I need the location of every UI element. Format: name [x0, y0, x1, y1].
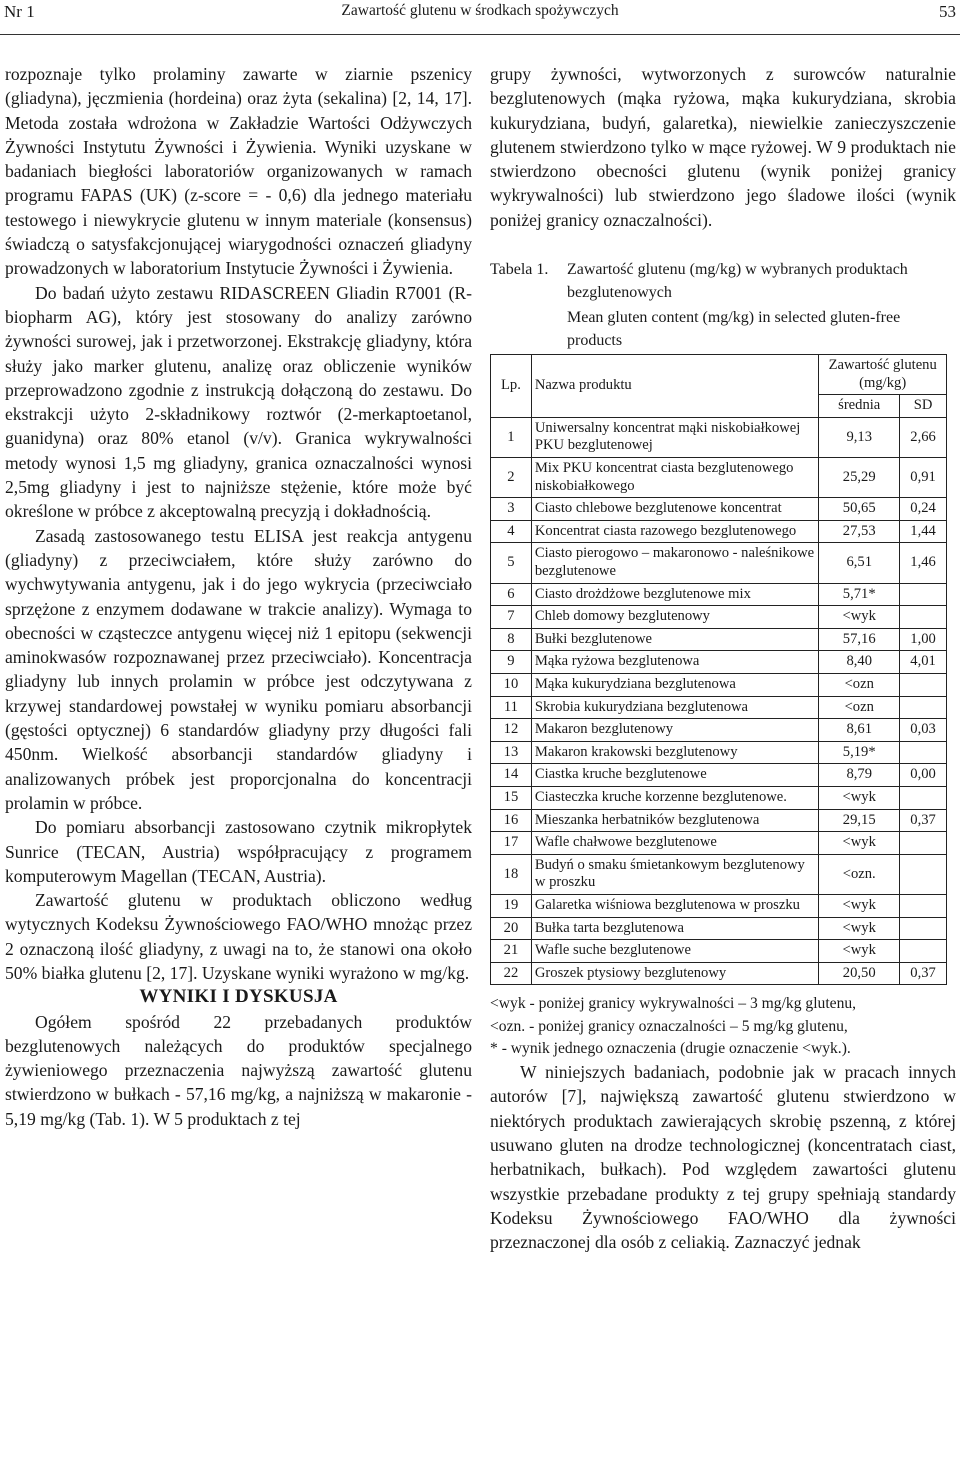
cell-lp: 17: [491, 832, 532, 855]
table-row: [491, 832, 947, 855]
cell-name: Mieszanka herbatników bezglutenowa: [531, 809, 818, 832]
cell-avg: 8,61: [819, 719, 900, 742]
cell-avg: 57,16: [819, 628, 900, 651]
table-caption: [490, 258, 956, 352]
cell-name: Galaretka wiśniowa bezglutenowa w proszku: [531, 894, 818, 917]
table-row: [491, 417, 947, 457]
cell-avg: <ozn: [819, 696, 900, 719]
table-note: <wyk - poniżej granicy wykrywalności – 3 mg/kg glutenu,: [490, 995, 857, 1013]
cell-name: Wafle chałwowe bezglutenowe: [531, 832, 818, 855]
cell-avg: <wyk: [819, 606, 900, 629]
cell-lp: 9: [491, 651, 532, 674]
col-header-lp: Lp.: [491, 355, 532, 418]
table-header-row: [491, 355, 947, 395]
cell-sd: [900, 917, 947, 940]
cell-lp: 4: [491, 520, 532, 543]
body-paragraph: Do pomiaru absorbancji zastosowano czytnik mikropłytek Sunrice (TECAN, Austria) współpracujący z programem komputerowym Magellan (TECAN, Austria).: [5, 817, 472, 886]
cell-avg: <wyk: [819, 894, 900, 917]
table-row: [491, 606, 947, 629]
cell-lp: 7: [491, 606, 532, 629]
body-paragraph: W niniejszych badaniach, podobnie jak w pracach innych autorów [7], największą zawartość glutenu stwierdzono w niektórych produktach zawierających skrobię pszenną, z której usuwano gluten na drodze technologicznej (koncentratach ciast, herbatnikach, bułkach). Pod względem zawartości glutenu wszystkie przebadane produkty z tej grupy spełniają standardy Kodeksu Żywnościowego FAO/WHO dla żywności przeznaczonej dla osób z celiakią. Zaznaczyć jednak: [490, 1062, 956, 1253]
cell-avg: 6,51: [819, 543, 900, 583]
cell-name: Groszek ptysiowy bezglutenowy: [531, 962, 818, 985]
body-paragraph: Zawartość glutenu w produktach obliczono według wytycznych Kodeksu Żywnościowego FAO/WHO mnożąc przez 2 oznaczoną ilość gliadyny, z uwagi na to, że stanowi ona około 50% białka glutenu [2, 17]. Uzyskane wyniki wyrażono w mg/kg.: [5, 890, 472, 983]
table-row: [491, 854, 947, 894]
cell-name: Koncentrat ciasta razowego bezglutenowego: [531, 520, 818, 543]
table-row: [491, 543, 947, 583]
table-note: <ozn. - poniżej granicy oznaczalności – 5 mg/kg glutenu,: [490, 1017, 848, 1035]
cell-lp: 8: [491, 628, 532, 651]
cell-sd: [900, 940, 947, 963]
cell-lp: 2: [491, 458, 532, 498]
table-row: [491, 583, 947, 606]
cell-sd: [900, 854, 947, 894]
gluten-content-table: [490, 354, 947, 985]
cell-name: Makaron bezglutenowy: [531, 719, 818, 742]
cell-sd: [900, 673, 947, 696]
table-row: [491, 962, 947, 985]
cell-lp: 3: [491, 498, 532, 521]
section-title: WYNIKI I DYSKUSJA: [139, 986, 338, 1008]
cell-sd: 0,03: [900, 719, 947, 742]
cell-avg: <wyk: [819, 786, 900, 809]
cell-avg: 5,71*: [819, 583, 900, 606]
table-row: [491, 809, 947, 832]
cell-avg: 5,19*: [819, 741, 900, 764]
cell-sd: [900, 786, 947, 809]
cell-avg: <ozn.: [819, 854, 900, 894]
table-row: [491, 520, 947, 543]
body-paragraph: Zasadą zastosowanego testu ELISA jest reakcja antygenu (gliadyny) z przeciwciałem, które służy zarówno do wychwytywania antygenu, jak i do jego wykrycia (przeciwciało sprzężone z enzymem dodawane w trakcie analizy). Wymaga to obecności w cząsteczce antygenu więcej niż 1 epitopu (sekwencji aminokwasów rozpoznawanej przez przeciwciało). Koncentracja gliadyny lub innych prolamin w próbce jest odczytywana z krzywej standardowej powstałej w wyniku pomiaru absorbancji (gęstości optycznej) 6 standardów gliadyny przy długości fali 450nm. Wielkość absorbancji standardów gliadyny i analizowanych próbek jest proporcjonalna do koncentracji prolamin w próbce.: [5, 525, 472, 813]
table-row: [491, 917, 947, 940]
cell-sd: 0,00: [900, 764, 947, 787]
cell-name: Ciasto pierogowo – makaronowo - naleśnikowe bezglutenowe: [531, 543, 818, 583]
cell-name: Wafle suche bezglutenowe: [531, 940, 818, 963]
cell-lp: 15: [491, 786, 532, 809]
table-caption-label: Tabela 1.: [490, 261, 549, 279]
col-header-name: Nazwa produktu: [531, 355, 818, 418]
cell-sd: 0,91: [900, 458, 947, 498]
cell-lp: 16: [491, 809, 532, 832]
cell-lp: 6: [491, 583, 532, 606]
cell-sd: [900, 583, 947, 606]
cell-name: Mąka ryżowa bezglutenowa: [531, 651, 818, 674]
cell-avg: <ozn: [819, 673, 900, 696]
cell-name: Bułki bezglutenowe: [531, 628, 818, 651]
cell-name: Mąka kukurydziana bezglutenowa: [531, 673, 818, 696]
cell-name: Skrobia kukurydziana bezglutenowa: [531, 696, 818, 719]
body-paragraph: Do badań użyto zestawu RIDASCREEN Gliadin R7001 (R-biopharm AG), który jest stosowany do analizy zarówno żywności surowej, jak i przetworzonej. Ekstrakcję gliadyny, która służy jako marker glutenu, analizę oraz obliczenie wyników przeprowadzono zgodnie z instrukcją dołączoną do zestawu. Do ekstrakcji użyto 2-składnikowy roztwór (2-merkaptoetanol, guanidyna) oraz 80% etanol (v/v). Granica wykrywalności metody wynosi 1,5 mg gliadyny, granica oznaczalności wynosi 2,5mg gliadyny i jest to najniższe stężenie, które może być określone w próbce z akceptowalną precyzją i dokładnością.: [5, 282, 472, 522]
page-number: 53: [939, 2, 956, 21]
col-header-sd: SD: [900, 395, 947, 418]
table-row: [491, 458, 947, 498]
cell-sd: [900, 696, 947, 719]
table-row: [491, 940, 947, 963]
cell-sd: 0,37: [900, 962, 947, 985]
table-caption-english: Mean gluten content (mg/kg) in selected gluten-free products: [567, 309, 901, 350]
cell-avg: <wyk: [819, 940, 900, 963]
cell-avg: 8,40: [819, 651, 900, 674]
cell-lp: 12: [491, 719, 532, 742]
cell-name: Ciasto drożdżowe bezglutenowe mix: [531, 583, 818, 606]
cell-avg: 20,50: [819, 962, 900, 985]
cell-name: Budyń o smaku śmietankowym bezglutenowy w proszku: [531, 854, 818, 894]
cell-avg: 50,65: [819, 498, 900, 521]
cell-name: Ciastka kruche bezglutenowe: [531, 764, 818, 787]
cell-name: Uniwersalny koncentrat mąki niskobiałkowej PKU bezglutenowej: [531, 417, 818, 457]
cell-sd: 1,00: [900, 628, 947, 651]
col-header-content: Zawartość glutenu (mg/kg): [819, 355, 947, 395]
cell-avg: <wyk: [819, 832, 900, 855]
table-body: [491, 417, 947, 984]
cell-lp: 11: [491, 696, 532, 719]
cell-sd: 0,24: [900, 498, 947, 521]
left-column: [5, 62, 472, 1131]
body-paragraph: Ogółem spośród 22 przebadanych produktów bezglutenowych należących do produktów specjalnego żywieniowego przeznaczenia najwyższą zawartość glutenu stwierdzono w bułkach - 57,16 mg/kg, a najniższą w makaronie - 5,19 mg/kg (Tab. 1). W 5 produktach z tej: [5, 1011, 472, 1129]
cell-sd: 2,66: [900, 417, 947, 457]
table-row: [491, 498, 947, 521]
table-row: [491, 673, 947, 696]
cell-name: Bułka tarta bezglutenowa: [531, 917, 818, 940]
cell-sd: 0,37: [900, 809, 947, 832]
body-paragraph: grupy żywności, wytworzonych z surowców naturalnie bezglutenowych (mąka ryżowa, mąka kukurydziana, skrobia kukurydziana, budyń, galaretka), niewielkie zanieczyszczenie glutenem stwierdzono tylko w mące ryżowej. W 9 produktach nie stwierdzono obecności glutenu (wynik poniżej granicy wykrywalności) lub stwierdzono jego śladowe ilości (wynik poniżej granicy oznaczalności).: [490, 64, 956, 230]
table-row: [491, 651, 947, 674]
body-paragraph: rozpoznaje tylko prolaminy zawarte w ziarnie pszenicy (gliadyna), jęczmienia (hordeina) oraz żyta (sekalina) [2, 14, 17]. Metoda została wdrożona w Zakładzie Wartości Odżywczych Żywności Instytutu Żywności i Żywienia. Wyniki uzyskane w badaniach biegłości laboratoriów organizowanych w ramach programu FAPAS (UK) (z-score = - 0,6) dla jednego materiału testowego i niewykrycie glutenu w innym materiale (konsensus) świadczą o satysfakcjonującej wiarygodności oznaczeń gliadyny prowadzonych w laboratorium Instytucie Żywności i Żywienia.: [5, 64, 472, 279]
cell-avg: 27,53: [819, 520, 900, 543]
cell-sd: [900, 894, 947, 917]
cell-lp: 21: [491, 940, 532, 963]
cell-lp: 18: [491, 854, 532, 894]
table-row: [491, 741, 947, 764]
table-row: [491, 628, 947, 651]
running-title: Zawartość glutenu w środkach spożywczych: [341, 2, 619, 19]
cell-avg: 29,15: [819, 809, 900, 832]
col-header-avg: średnia: [819, 395, 900, 418]
table-row: [491, 719, 947, 742]
cell-name: Ciasto chlebowe bezglutenowe koncentrat: [531, 498, 818, 521]
cell-lp: 1: [491, 417, 532, 457]
issue-number: Nr 1: [4, 2, 35, 21]
cell-lp: 10: [491, 673, 532, 696]
table-row: [491, 894, 947, 917]
cell-lp: 19: [491, 894, 532, 917]
cell-sd: [900, 832, 947, 855]
cell-sd: [900, 606, 947, 629]
right-column: [490, 62, 956, 1255]
table-row: [491, 764, 947, 787]
table-caption-polish: Zawartość glutenu (mg/kg) w wybranych produktach bezglutenowych: [567, 261, 908, 302]
cell-avg: 9,13: [819, 417, 900, 457]
page-header: [0, 0, 960, 34]
table-row: [491, 786, 947, 809]
cell-avg: 25,29: [819, 458, 900, 498]
cell-name: Mix PKU koncentrat ciasta bezglutenowego niskobiałkowego: [531, 458, 818, 498]
table-row: [491, 696, 947, 719]
cell-name: Chleb domowy bezglutenowy: [531, 606, 818, 629]
cell-sd: 4,01: [900, 651, 947, 674]
cell-lp: 14: [491, 764, 532, 787]
header-rule: [0, 34, 960, 35]
cell-sd: [900, 741, 947, 764]
cell-name: Makaron krakowski bezglutenowy: [531, 741, 818, 764]
cell-avg: 8,79: [819, 764, 900, 787]
cell-lp: 22: [491, 962, 532, 985]
cell-lp: 13: [491, 741, 532, 764]
cell-sd: 1,46: [900, 543, 947, 583]
cell-name: Ciasteczka kruche korzenne bezglutenowe.: [531, 786, 818, 809]
table-notes: [490, 993, 956, 1060]
cell-avg: <wyk: [819, 917, 900, 940]
table-note: * - wynik jednego oznaczenia (drugie oznaczenie <wyk.).: [490, 1039, 851, 1057]
cell-lp: 20: [491, 917, 532, 940]
cell-sd: 1,44: [900, 520, 947, 543]
cell-lp: 5: [491, 543, 532, 583]
